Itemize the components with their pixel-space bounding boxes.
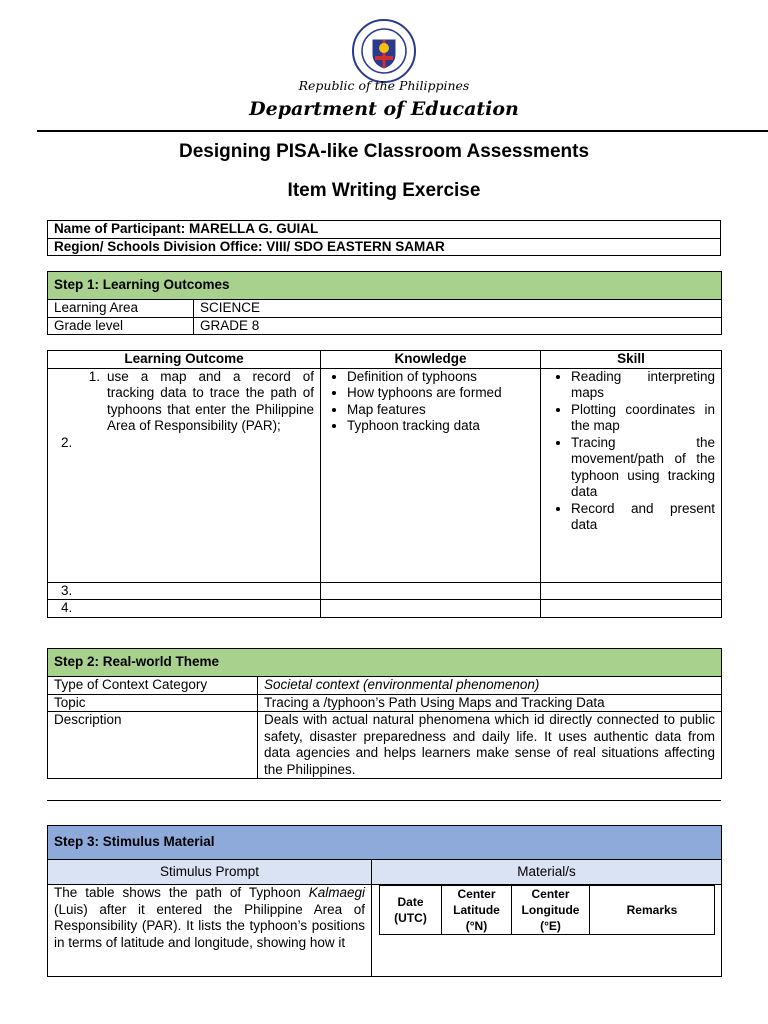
section-divider <box>47 800 721 801</box>
page-title: Designing PISA-like Classroom Assessments <box>178 141 590 162</box>
table-row <box>48 677 722 695</box>
outcome-number-2: 2. <box>61 434 73 450</box>
outcome-text: use a map and a record of tracking data to trace the path of typhoons that enter the Philippine Area of Responsibility (PAR); <box>107 368 314 433</box>
outcome-number-4: 4. <box>48 600 321 618</box>
step1-table <box>47 271 722 335</box>
outcome-number-3: 3. <box>48 582 321 600</box>
list-item: • Tracing the movement/path of the typhoon using tracking data <box>571 435 715 501</box>
tracking-data-table <box>379 885 715 935</box>
list-item: • How typhoons are formed <box>347 385 534 402</box>
step3-heading-row <box>48 826 722 860</box>
list-item: • Record and present data <box>571 501 715 534</box>
outcome-number: 1. <box>88 368 100 384</box>
list-item: • Definition of typhoons <box>347 369 534 386</box>
step1-heading: Step 1: Learning Outcomes <box>48 272 722 300</box>
step3-content-row <box>48 885 722 977</box>
grade-level-value: GRADE 8 <box>194 317 722 335</box>
empty-cell <box>541 600 722 618</box>
participant-region-row <box>48 238 721 256</box>
tracking-header-row <box>380 886 715 935</box>
topic-label: Topic <box>48 694 258 712</box>
republic-line: Republic of the Philippines <box>298 78 470 93</box>
col-latitude: Center Latitude (°N) <box>442 886 512 935</box>
list-item: • Plotting coordinates in the map <box>571 402 715 435</box>
step1-heading-row <box>48 272 722 300</box>
table-row <box>48 300 722 318</box>
step2-heading: Step 2: Real-world Theme <box>48 649 722 677</box>
stimulus-prompt-text-a: The table shows the path of Typhoon <box>54 885 309 900</box>
outcome-cell <box>48 368 321 582</box>
table-row <box>48 712 722 779</box>
col-learning-outcome: Learning Outcome <box>48 351 321 369</box>
col-date: Date (UTC) <box>380 886 442 935</box>
col-longitude: Center Longitude (°E) <box>512 886 590 935</box>
list-item: • Map features <box>347 402 534 419</box>
participant-name: Name of Participant: MARELLA G. GUIAL <box>48 221 721 239</box>
empty-cell <box>541 582 722 600</box>
step2-table <box>47 648 722 779</box>
outcome-row-4 <box>48 600 722 618</box>
department-name: Department of Education <box>249 98 519 120</box>
deped-seal-icon <box>351 18 417 84</box>
grade-level-label: Grade level <box>48 317 194 335</box>
list-item: • Typhoon tracking data <box>347 418 534 435</box>
stimulus-prompt-cell <box>48 885 372 977</box>
context-value: Societal context (environmental phenomenon) <box>258 677 722 695</box>
participant-table <box>47 220 721 256</box>
col-remarks: Remarks <box>590 886 715 935</box>
col-skill: Skill <box>541 351 722 369</box>
typhoon-name: Kalmaegi <box>308 885 365 900</box>
outcomes-table <box>47 350 722 618</box>
outcome-row-1 <box>48 368 722 582</box>
outcomes-header-row <box>48 351 722 369</box>
description-value: Deals with actual natural phenomena which id directly connected to public safety, disaster preparedness and daily life. It uses authentic data from data agencies and helps learners make sense of real situations affecting the Philippines. <box>258 712 722 779</box>
learning-area-label: Learning Area <box>48 300 194 318</box>
participant-name-row <box>48 221 721 239</box>
col-knowledge: Knowledge <box>321 351 541 369</box>
context-label: Type of Context Category <box>48 677 258 695</box>
empty-cell <box>321 582 541 600</box>
step2-heading-row <box>48 649 722 677</box>
knowledge-cell <box>321 368 541 582</box>
header-divider <box>37 130 768 132</box>
step3-table <box>47 825 722 977</box>
table-row <box>48 694 722 712</box>
list-item: • Reading interpreting maps <box>571 369 715 402</box>
participant-region: Region/ Schools Division Office: VIII/ SDO EASTERN SAMAR <box>48 238 721 256</box>
step3-columns-row <box>48 860 722 885</box>
outcome-row-3 <box>48 582 722 600</box>
topic-value: Tracing a /typhoon’s Path Using Maps and Tracking Data <box>258 694 722 712</box>
description-label: Description <box>48 712 258 779</box>
materials-cell <box>372 885 722 977</box>
page-subtitle: Item Writing Exercise <box>287 180 481 201</box>
stimulus-prompt-text-b: (Luis) after it entered the Philippine Area of Responsibility (PAR). It lists the typhoon’s positions in terms of latitude and longitude, showing how it <box>54 901 365 950</box>
empty-cell <box>321 600 541 618</box>
table-row <box>48 317 722 335</box>
skill-cell <box>541 368 722 582</box>
col-materials: Material/s <box>372 860 722 885</box>
col-stimulus-prompt: Stimulus Prompt <box>48 860 372 885</box>
learning-area-value: SCIENCE <box>194 300 722 318</box>
step3-heading: Step 3: Stimulus Material <box>48 826 722 860</box>
